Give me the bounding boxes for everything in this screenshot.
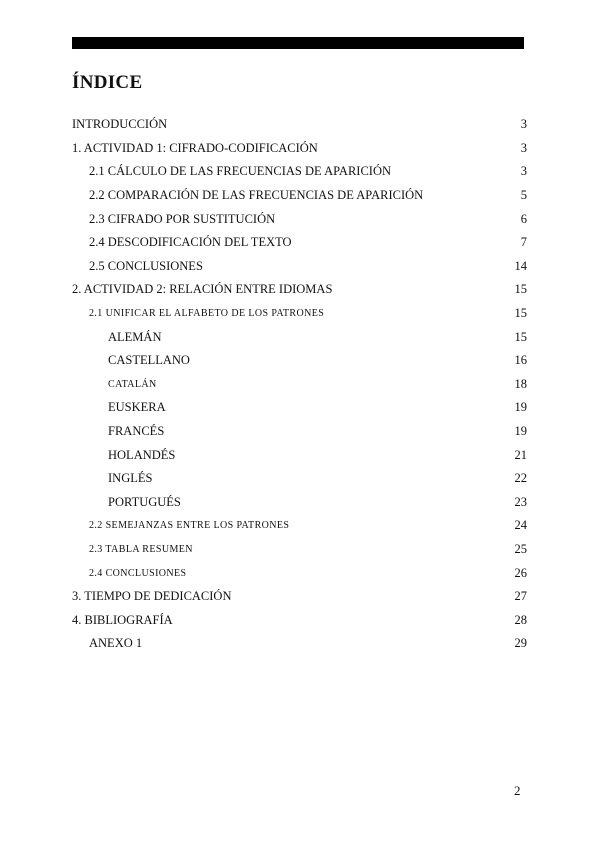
toc-entry[interactable] bbox=[72, 231, 527, 255]
toc-entry-page: 18 bbox=[514, 376, 527, 391]
toc-entry-title: HOLANDÉS bbox=[108, 447, 176, 462]
toc-entry[interactable] bbox=[72, 373, 527, 397]
toc-entry-title: 1. ACTIVIDAD 1: CIFRADO-CODIFICACIÓN bbox=[72, 140, 318, 155]
page-title: ÍNDICE bbox=[72, 72, 143, 93]
toc-entry-page: 7 bbox=[520, 235, 527, 250]
toc-entry-title: 2. ACTIVIDAD 2: RELACIÓN ENTRE IDIOMAS bbox=[72, 282, 333, 297]
toc-entry[interactable] bbox=[72, 113, 527, 137]
toc-entry[interactable] bbox=[72, 255, 527, 279]
toc-entry[interactable] bbox=[72, 608, 527, 632]
toc-entry-title: EUSKERA bbox=[108, 400, 166, 415]
toc-entry-page: 3 bbox=[520, 140, 527, 155]
toc-entry-page: 28 bbox=[514, 612, 527, 627]
toc-entry-title: INGLÉS bbox=[108, 471, 153, 486]
toc-entry[interactable] bbox=[72, 561, 527, 585]
toc-entry[interactable] bbox=[72, 632, 527, 656]
toc-entry-page: 15 bbox=[514, 329, 527, 344]
toc-entry[interactable] bbox=[72, 443, 527, 467]
toc-entry-title: 2.1 UNIFICAR EL ALFABETO DE LOS PATRONES bbox=[89, 308, 325, 320]
toc-entry-page: 23 bbox=[514, 494, 527, 509]
toc-entry-page: 24 bbox=[514, 518, 527, 533]
toc-entry-title: 2.1 CÁLCULO DE LAS FRECUENCIAS DE APARICIÓN bbox=[89, 164, 391, 179]
toc-entry-page: 25 bbox=[514, 541, 527, 556]
toc-entry-title: 2.4 CONCLUSIONES bbox=[89, 567, 187, 579]
toc-entry-page: 26 bbox=[514, 565, 527, 580]
table-of-contents bbox=[72, 113, 527, 656]
toc-entry[interactable] bbox=[72, 160, 527, 184]
toc-entry[interactable] bbox=[72, 207, 527, 231]
toc-entry-title: 4. BIBLIOGRAFÍA bbox=[72, 612, 173, 627]
toc-entry-page: 21 bbox=[514, 447, 527, 462]
toc-entry-page: 15 bbox=[514, 282, 527, 297]
toc-entry-title: 2.3 CIFRADO POR SUSTITUCIÓN bbox=[89, 211, 276, 226]
toc-entry-page: 22 bbox=[514, 471, 527, 486]
toc-entry-page: 15 bbox=[514, 306, 527, 321]
toc-entry[interactable] bbox=[72, 538, 527, 562]
footer-page-number: 2 bbox=[514, 783, 521, 798]
toc-entry-title: 2.4 DESCODIFICACIÓN DEL TEXTO bbox=[89, 235, 292, 250]
toc-entry-title: CATALÁN bbox=[108, 378, 157, 390]
toc-entry-page: 27 bbox=[514, 589, 527, 604]
toc-entry[interactable] bbox=[72, 491, 527, 515]
toc-entry-page: 3 bbox=[520, 164, 527, 179]
toc-entry[interactable] bbox=[72, 184, 527, 208]
toc-entry-title: INTRODUCCIÓN bbox=[72, 117, 168, 132]
toc-entry[interactable] bbox=[72, 137, 527, 161]
toc-entry-page: 29 bbox=[514, 636, 527, 651]
toc-entry-page: 19 bbox=[514, 424, 527, 439]
toc-entry-title: ALEMÁN bbox=[108, 329, 162, 344]
toc-entry-page: 14 bbox=[514, 258, 527, 273]
toc-entry-title: 2.3 TABLA RESUMEN bbox=[89, 543, 193, 555]
toc-entry[interactable] bbox=[72, 420, 527, 444]
toc-entry[interactable] bbox=[72, 325, 527, 349]
toc-entry-title: CASTELLANO bbox=[108, 353, 190, 368]
toc-entry-title: 2.5 CONCLUSIONES bbox=[89, 258, 203, 273]
toc-entry[interactable] bbox=[72, 278, 527, 302]
toc-entry-page: 3 bbox=[520, 117, 527, 132]
toc-entry[interactable] bbox=[72, 514, 527, 538]
toc-entry-title: FRANCÉS bbox=[108, 424, 165, 439]
toc-entry-title: 3. TIEMPO DE DEDICACIÓN bbox=[72, 589, 232, 604]
toc-entry[interactable] bbox=[72, 585, 527, 609]
toc-entry-page: 6 bbox=[520, 211, 527, 226]
toc-entry[interactable] bbox=[72, 302, 527, 326]
toc-entry-page: 16 bbox=[514, 353, 527, 368]
toc-entry-title: ANEXO 1 bbox=[89, 636, 143, 651]
toc-entry-title: 2.2 SEMEJANZAS ENTRE LOS PATRONES bbox=[89, 520, 290, 532]
toc-entry-page: 5 bbox=[520, 188, 527, 203]
toc-entry-title: 2.2 COMPARACIÓN DE LAS FRECUENCIAS DE APARICIÓN bbox=[89, 188, 424, 203]
header-rule bbox=[72, 37, 524, 49]
toc-entry-page: 19 bbox=[514, 400, 527, 415]
toc-entry[interactable] bbox=[72, 467, 527, 491]
toc-entry[interactable] bbox=[72, 349, 527, 373]
toc-entry[interactable] bbox=[72, 396, 527, 420]
toc-entry-title: PORTUGUÉS bbox=[108, 494, 181, 509]
